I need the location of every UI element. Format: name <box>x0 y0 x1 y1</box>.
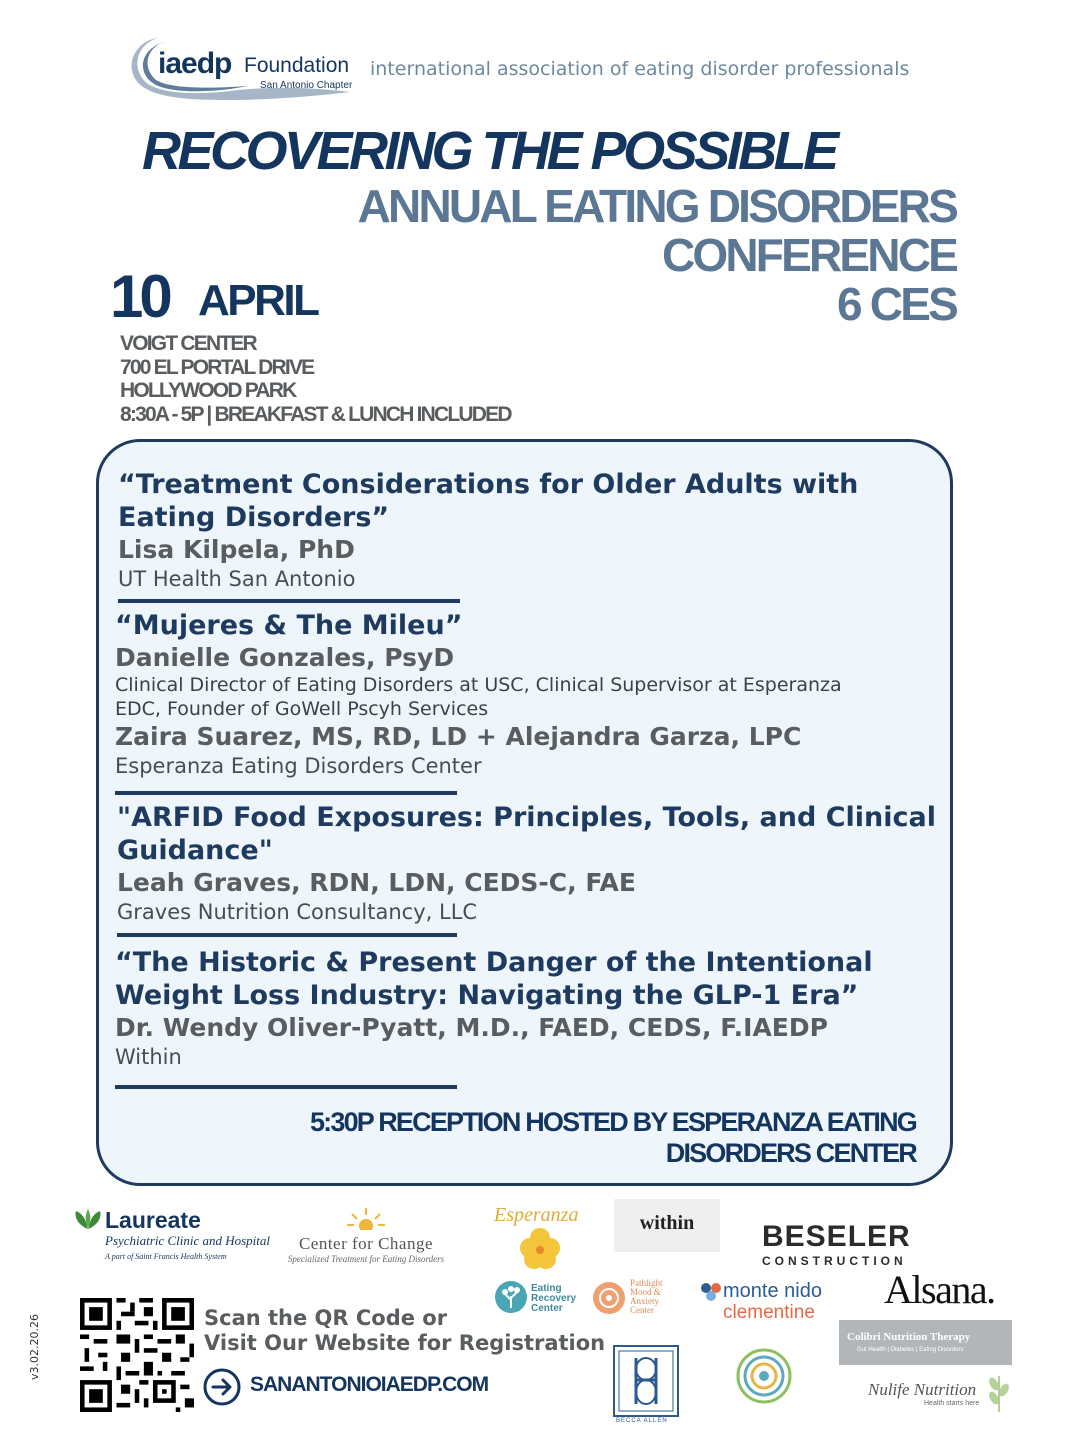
registration-instructions <box>204 1303 606 1356</box>
session-divider <box>117 933 457 937</box>
laurel-leaf-icon <box>74 1209 102 1231</box>
session-org: Graves Nutrition Consultancy, LLC <box>117 900 478 924</box>
event-time: 8:30A - 5P | BREAKFAST & LUNCH INCLUDED <box>120 402 511 426</box>
sponsor-within[interactable] <box>614 1199 720 1252</box>
venue-block <box>120 332 511 426</box>
sponsor-becca-allen[interactable] <box>612 1344 680 1426</box>
venue-city: HOLLYWOOD PARK <box>120 379 296 402</box>
sponsor-esperanza[interactable] <box>492 1204 588 1276</box>
session-divider <box>118 599 460 603</box>
reception-line: DISORDERS CENTER <box>665 1138 916 1168</box>
logo-foundation-text: Foundation <box>244 54 350 77</box>
becca-text: BECCA ALLEN <box>616 1418 668 1424</box>
within-text: within <box>639 1212 695 1234</box>
sponsor-alsana[interactable]: Alsana. <box>884 1267 995 1312</box>
concentric-circles-icon <box>734 1346 794 1406</box>
session-title: Eating Disorders” <box>118 502 390 533</box>
cfc-subtitle: Specialized Treatment for Eating Disorders <box>287 1254 445 1264</box>
session-divider <box>115 1085 457 1089</box>
sponsor-nulife[interactable] <box>868 1380 979 1407</box>
session-speaker: Lisa Kilpela, PhD <box>118 535 355 564</box>
venue-address: 700 EL PORTAL DRIVE <box>120 355 314 379</box>
pathlight-text <box>630 1279 663 1315</box>
session-2 <box>115 609 842 780</box>
hibiscus-flower-icon <box>518 1226 562 1270</box>
session-org: UT Health San Antonio <box>118 567 356 591</box>
session-4 <box>115 946 873 1071</box>
becca-monogram-icon <box>612 1344 680 1418</box>
pathlight-line: Anxiety <box>630 1296 659 1306</box>
erc-line: Eating <box>531 1283 562 1294</box>
logo-iaedp-text: iaedp <box>158 47 232 80</box>
session-speaker: Zaira Suarez, MS, RD, LD + Alejandra Garza, LPC <box>115 722 802 751</box>
pathlight-line: Mood & <box>630 1287 661 1297</box>
pathlight-line: Pathlight <box>630 1278 663 1288</box>
session-1 <box>118 468 858 593</box>
session-title: Weight Loss Industry: Navigating the GLP-1 Era” <box>115 980 859 1011</box>
session-title: "ARFID Food Exposures: Principles, Tools, and Clinical <box>117 802 936 833</box>
beseler-subtitle: CONSTRUCTION <box>762 1254 907 1268</box>
cfc-name: Center for Change <box>298 1234 434 1253</box>
sponsor-colibri[interactable] <box>839 1320 1012 1365</box>
monte-nido-text: monte nido <box>723 1280 822 1302</box>
session-speaker: Danielle Gonzales, PsyD <box>115 643 455 672</box>
erc-line: Center <box>531 1303 563 1314</box>
nulife-subtitle: Health starts here <box>924 1400 980 1407</box>
leaf-sprig-icon <box>984 1372 1014 1412</box>
iaedp-logo <box>128 30 353 100</box>
erc-line: Recovery <box>531 1293 577 1304</box>
laureate-name: Laureate <box>105 1207 201 1233</box>
session-org: Clinical Director of Eating Disorders at USC, Clinical Supervisor at Esperanza <box>115 674 842 696</box>
session-org: EDC, Founder of GoWell Pscyh Services <box>115 698 489 720</box>
esperanza-text: Esperanza <box>494 1204 579 1226</box>
association-name: international association of eating disorder professionals <box>370 58 910 80</box>
scan-line: Scan the QR Code or <box>204 1306 448 1330</box>
version-label: v3.02.20.26 <box>28 1314 41 1380</box>
event-day: 10 <box>110 263 169 330</box>
event-month: APRIL <box>198 276 318 325</box>
scan-line: Visit Our Website for Registration <box>204 1331 606 1355</box>
colibri-name: Colibri Nutrition Therapy <box>847 1331 971 1343</box>
sunrise-icon <box>346 1206 386 1230</box>
subtitle-line: ANNUAL EATING DISORDERS <box>357 180 956 232</box>
laureate-subtitle: Psychiatric Clinic and Hospital <box>105 1233 271 1248</box>
event-subtitle <box>358 182 956 329</box>
nulife-name: Nulife Nutrition <box>868 1380 977 1399</box>
session-title: “Treatment Considerations for Older Adults with <box>118 469 859 500</box>
session-org: Within <box>115 1045 182 1069</box>
session-speaker: Leah Graves, RDN, LDN, CEDS-C, FAE <box>117 868 636 897</box>
subtitle-line: CONFERENCE <box>661 229 956 281</box>
logo-chapter-text: San Antonio Chapter <box>260 80 353 91</box>
arrow-right-circle-icon[interactable] <box>202 1367 242 1407</box>
session-divider <box>115 791 457 795</box>
sessions-panel <box>96 439 953 1186</box>
clementine-text: clementine <box>723 1302 815 1323</box>
session-3 <box>117 801 936 926</box>
sponsor-cdbt[interactable] <box>734 1346 794 1410</box>
ces-count: 6 CES <box>837 278 956 330</box>
venue-name: VOIGT CENTER <box>120 332 256 355</box>
sponsor-beseler[interactable] <box>762 1220 911 1268</box>
session-title: “Mujeres & The Mileu” <box>115 610 463 641</box>
session-org: Esperanza Eating Disorders Center <box>115 754 482 778</box>
colibri-subtitle: Gut Health | Diabetes | Eating Disorders <box>857 1347 964 1353</box>
website-link[interactable]: SANANTONIOIAEDP.COM <box>250 1373 489 1396</box>
session-title: “The Historic & Present Danger of the Intentional <box>115 947 873 978</box>
pathlight-line: Center <box>630 1305 654 1315</box>
sponsor-center-for-change[interactable] <box>286 1206 446 1264</box>
event-title: RECOVERING THE POSSIBLE <box>142 121 836 181</box>
reception-note <box>310 1107 916 1169</box>
registration-qr-code[interactable] <box>80 1298 194 1412</box>
monte-nido-icon <box>700 1282 722 1302</box>
session-speaker: Dr. Wendy Oliver-Pyatt, M.D., FAED, CEDS, F.IAEDP <box>115 1013 828 1042</box>
reception-line: 5:30P RECEPTION HOSTED BY ESPERANZA EATING <box>309 1107 916 1137</box>
laureate-subtitle-2: A part of Saint Francis Health System <box>105 1252 227 1261</box>
beseler-name: BESELER <box>762 1220 911 1253</box>
session-title: Guidance" <box>117 835 273 866</box>
